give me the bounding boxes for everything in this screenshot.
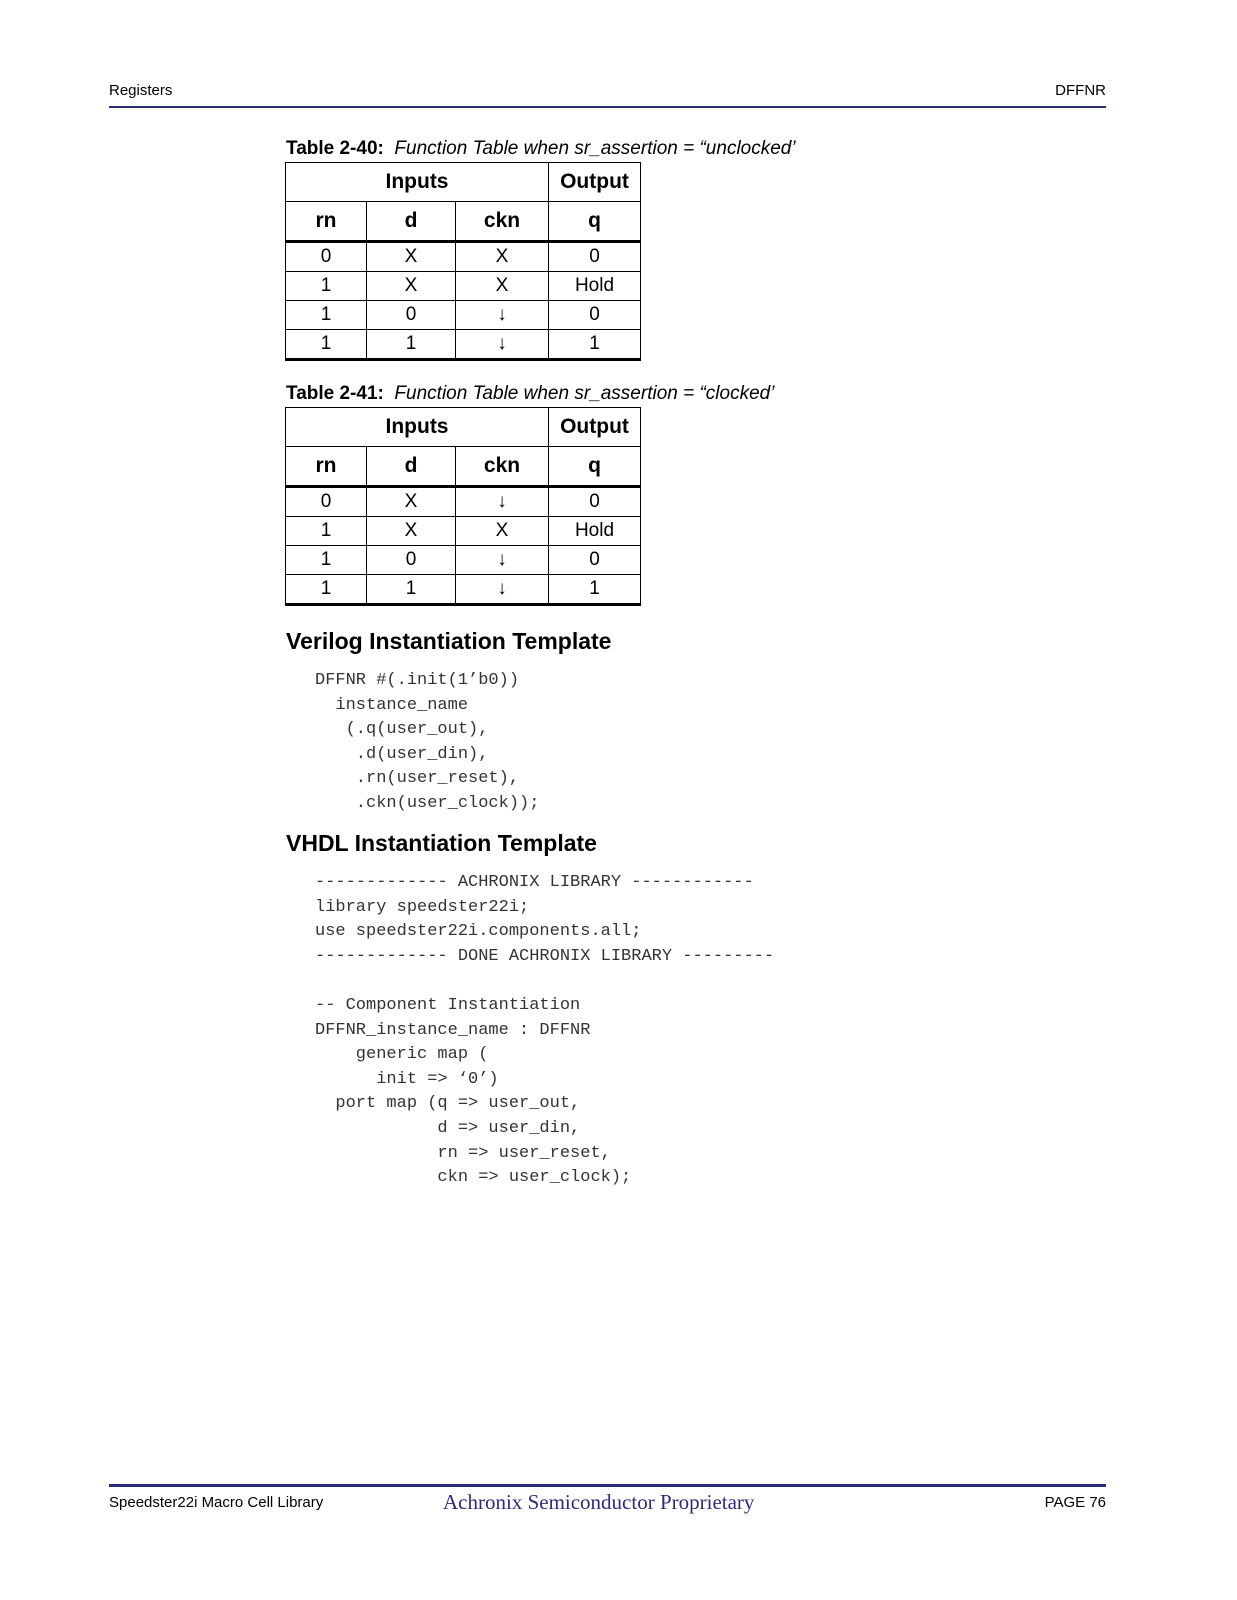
table-cell: 1 [286,517,367,546]
table-caption-text: Function Table when sr_assertion = “unclocked’ [394,138,796,159]
table-cell: X [367,242,456,272]
table-cell: ↓ [456,487,549,517]
table-row [286,546,641,575]
header-rule [109,106,1106,108]
table-cell: 0 [367,546,456,575]
table-row [286,330,641,360]
table-cell: 1 [549,330,641,360]
table-cell: 0 [549,487,641,517]
table-caption [286,138,796,160]
table-label: Table 2-40: [286,138,384,159]
table-cell: Hold [549,517,641,546]
verilog-section-heading: Verilog Instantiation Template [286,628,612,654]
footer-rule [109,1484,1106,1487]
table-cell: ↓ [456,301,549,330]
output-group-header: Output [549,163,641,202]
function-table-unclocked [285,162,641,361]
vhdl-code-block: ------------- ACHRONIX LIBRARY ------------ library speedster22i; use speedster22i.components.all; ------------- DONE ACHRONIX LIBRARY --------- -- Component Instantiation DFFNR_instance_name : DFFNR generic map ( init => ‘0’) port map (q => user_out, d => user_din, rn => user_reset, ckn => user_clock); [315,873,775,1188]
table-cell: 0 [286,487,367,517]
table-caption [286,383,774,405]
vhdl-section-heading: VHDL Instantiation Template [286,830,597,856]
verilog-code-block: DFFNR #(.init(1’b0)) instance_name (.q(user_out), .d(user_din), .rn(user_reset), .ckn(user_clock)); [315,671,540,813]
column-header: d [367,202,456,242]
table-cell: 0 [549,242,641,272]
inputs-group-header: Inputs [286,408,549,447]
table-label: Table 2-41: [286,383,384,404]
table-cell: ↓ [456,330,549,360]
table-cell: 1 [367,330,456,360]
table-cell: 1 [286,272,367,301]
table-row [286,242,641,272]
footer-proprietary-notice: Achronix Semiconductor Proprietary [443,1490,755,1514]
table-row [286,272,641,301]
table-cell: ↓ [456,575,549,605]
table-cell: 1 [286,575,367,605]
table-cell: X [367,487,456,517]
table-cell: 0 [286,242,367,272]
table-cell: Hold [549,272,641,301]
table-row [286,517,641,546]
table-cell: 1 [286,546,367,575]
table-cell: X [367,272,456,301]
table-cell: X [367,517,456,546]
table-row [286,575,641,605]
column-header: ckn [456,202,549,242]
header-section-title: Registers [109,82,173,99]
table-row [286,487,641,517]
table-cell: X [456,517,549,546]
column-header: d [367,447,456,487]
table-cell: 0 [549,546,641,575]
table-cell: X [456,272,549,301]
inputs-group-header: Inputs [286,163,549,202]
footer-library-name: Speedster22i Macro Cell Library [109,1494,324,1511]
function-table-clocked [285,407,641,606]
table-cell: 1 [286,330,367,360]
column-header: rn [286,202,367,242]
table-cell: 0 [367,301,456,330]
table-cell: 0 [549,301,641,330]
column-header: q [549,447,641,487]
column-header: ckn [456,447,549,487]
table-cell: 1 [549,575,641,605]
table-caption-text: Function Table when sr_assertion = “clocked’ [394,383,775,404]
table-cell: X [456,242,549,272]
table-cell: 1 [286,301,367,330]
column-header: rn [286,447,367,487]
table-cell: ↓ [456,546,549,575]
table-cell: 1 [367,575,456,605]
table-row [286,301,641,330]
output-group-header: Output [549,408,641,447]
header-cell-name: DFFNR [1055,82,1106,99]
column-header: q [549,202,641,242]
footer-page-number: PAGE 76 [1044,1494,1106,1511]
